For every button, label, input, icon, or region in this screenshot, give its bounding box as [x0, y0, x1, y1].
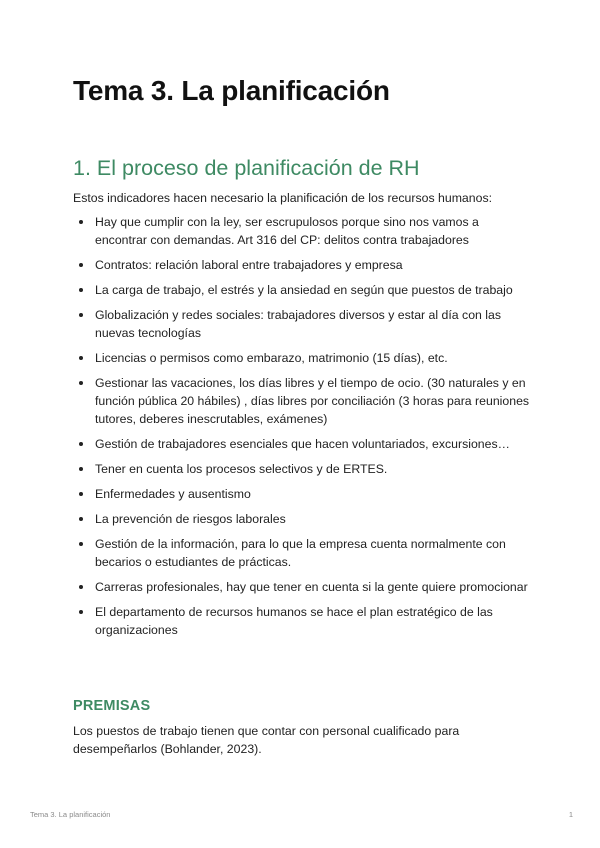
- bullet-icon: [79, 467, 83, 471]
- list-item: [73, 510, 533, 528]
- list-item-text: La prevención de riesgos laborales: [95, 512, 286, 526]
- list-item-text: Tener en cuenta los procesos selectivos y de ERTES.: [95, 462, 388, 476]
- list-item-text: Gestión de trabajadores esenciales que hacen voluntariados, excursiones…: [95, 437, 510, 451]
- list-item: [73, 374, 533, 428]
- list-item: [73, 460, 533, 478]
- bullet-icon: [79, 220, 83, 224]
- list-item-text: Gestión de la información, para lo que la empresa cuenta normalmente con becarios o estudiantes de prácticas.: [95, 537, 506, 569]
- list-item: [73, 603, 533, 639]
- bullet-icon: [79, 381, 83, 385]
- list-item: [73, 281, 533, 299]
- list-item: [73, 306, 533, 342]
- list-item: [73, 535, 533, 571]
- bullet-icon: [79, 356, 83, 360]
- page-title: Tema 3. La planificación: [73, 75, 390, 106]
- bullet-icon: [79, 542, 83, 546]
- list-item: [73, 435, 533, 453]
- list-item-text: Enfermedades y ausentismo: [95, 487, 251, 501]
- section-intro: Estos indicadores hacen necesario la planificación de los recursos humanos:: [73, 191, 493, 205]
- list-item: [73, 578, 533, 596]
- bullet-icon: [79, 288, 83, 292]
- list-item-text: Hay que cumplir con la ley, ser escrupulosos porque sino nos vamos a encontrar con demandas. Art 316 del CP: delitos contra trabajadores: [95, 215, 479, 247]
- premisas-paragraph: Los puestos de trabajo tienen que contar con personal cualificado para desempeñarlos (Bohlander, 2023).: [73, 724, 460, 756]
- list-item-text: La carga de trabajo, el estrés y la ansiedad en según que puestos de trabajo: [95, 283, 513, 297]
- list-item-text: Licencias o permisos como embarazo, matrimonio (15 días), etc.: [95, 351, 448, 365]
- list-item-text: Gestionar las vacaciones, los días libres y el tiempo de ocio. (30 naturales y en función pública 20 hábiles) , días libres por conciliación (3 horas para reuniones tutores, deberes inescrutables, exámenes): [95, 376, 530, 426]
- page-number: 1: [568, 810, 573, 819]
- bullet-list: [73, 213, 533, 646]
- list-item: [73, 485, 533, 503]
- footer-title: Tema 3. La planificación: [30, 810, 111, 819]
- list-item-text: Globalización y redes sociales: trabajadores diversos y estar al día con las nuevas tecnologías: [95, 308, 502, 340]
- premisas-heading: PREMISAS: [73, 698, 151, 714]
- list-item: [73, 349, 533, 367]
- bullet-icon: [79, 313, 83, 317]
- list-item-text: Carreras profesionales, hay que tener en cuenta si la gente quiere promocionar: [95, 580, 528, 594]
- bullet-icon: [79, 517, 83, 521]
- list-item-text: Contratos: relación laboral entre trabajadores y empresa: [95, 258, 403, 272]
- list-item-text: El departamento de recursos humanos se hace el plan estratégico de las organizaciones: [95, 605, 493, 637]
- list-item: [73, 213, 533, 249]
- bullet-icon: [79, 442, 83, 446]
- bullet-icon: [79, 585, 83, 589]
- section-heading: 1. El proceso de planificación de RH: [73, 156, 420, 180]
- bullet-icon: [79, 610, 83, 614]
- bullet-icon: [79, 263, 83, 267]
- bullet-icon: [79, 492, 83, 496]
- list-item: [73, 256, 533, 274]
